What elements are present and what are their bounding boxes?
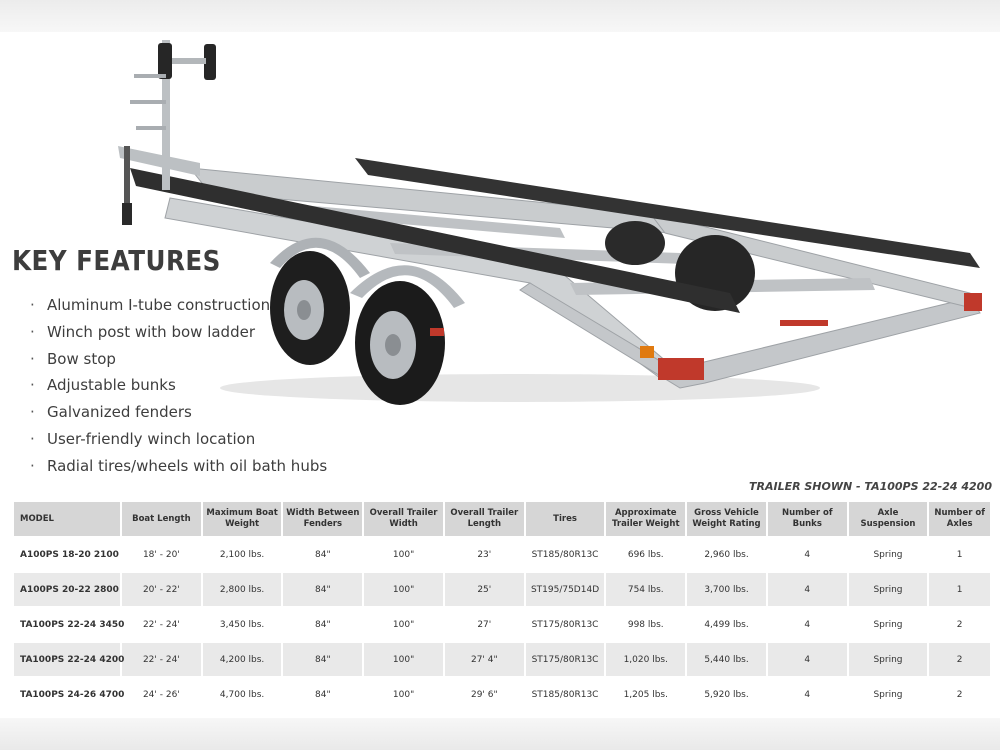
table-cell: 2 — [929, 678, 990, 711]
table-cell: 3,700 lbs. — [687, 573, 766, 606]
table-cell: 23' — [445, 538, 524, 571]
table-cell: 3,450 lbs. — [203, 608, 282, 641]
table-cell: 4 — [768, 538, 847, 571]
table-cell: 100" — [364, 573, 443, 606]
table-cell: 2 — [929, 608, 990, 641]
table-cell: 84" — [283, 538, 362, 571]
list-item — [30, 319, 327, 346]
list-item — [30, 372, 327, 399]
table-cell: TA100PS 22-24 4200 — [14, 643, 120, 676]
table-cell: 1 — [929, 573, 990, 606]
table-cell: ST185/80R13C — [526, 538, 605, 571]
table-cell: ST185/80R13C — [526, 678, 605, 711]
table-cell: A100PS 18-20 2100 — [14, 538, 120, 571]
table-cell: 1,205 lbs. — [606, 678, 685, 711]
table-cell: A100PS 20-22 2800 — [14, 573, 120, 606]
table-cell: 4 — [768, 573, 847, 606]
table-cell: 4,200 lbs. — [203, 643, 282, 676]
key-features-heading: KEY FEATURES — [12, 244, 221, 277]
feature-text: Adjustable bunks — [47, 376, 176, 395]
table-cell: Spring — [849, 643, 928, 676]
table-cell: TA100PS 24-26 4700 — [14, 678, 120, 711]
table-cell: ST175/80R13C — [526, 643, 605, 676]
feature-text: Galvanized fenders — [47, 403, 192, 422]
table-cell: 1 — [929, 538, 990, 571]
table-row — [14, 573, 990, 606]
table-cell: Spring — [849, 678, 928, 711]
table-cell: 1,020 lbs. — [606, 643, 685, 676]
column-header: Approximate Trailer Weight — [606, 502, 685, 536]
table-cell: 696 lbs. — [606, 538, 685, 571]
table-cell: 27' 4" — [445, 643, 524, 676]
table-header-row — [14, 502, 990, 536]
bullet-icon: · — [30, 296, 35, 314]
table-cell: Spring — [849, 538, 928, 571]
table-cell: 84" — [283, 643, 362, 676]
table-cell: 84" — [283, 608, 362, 641]
table-cell: 4 — [768, 678, 847, 711]
feature-text: Winch post with bow ladder — [47, 322, 255, 341]
bullet-icon: · — [30, 456, 35, 475]
bullet-icon: · — [30, 376, 35, 395]
feature-text: User-friendly winch location — [47, 429, 256, 448]
table-cell: ST175/80R13C — [526, 608, 605, 641]
table-cell: 20' - 22' — [122, 573, 201, 606]
bullet-icon: · — [30, 429, 35, 448]
table-cell: 4,499 lbs. — [687, 608, 766, 641]
table-cell: 22' - 24' — [122, 608, 201, 641]
table-cell: 2 — [929, 643, 990, 676]
table-cell: 25' — [445, 573, 524, 606]
table-cell: 2,960 lbs. — [687, 538, 766, 571]
specifications-table — [12, 500, 992, 713]
bottom-border — [0, 718, 1000, 750]
table-cell: 998 lbs. — [606, 608, 685, 641]
table-row — [14, 538, 990, 571]
feature-list — [30, 292, 327, 480]
list-item — [30, 426, 327, 453]
table-cell: 5,920 lbs. — [687, 678, 766, 711]
table-cell: 2,800 lbs. — [203, 573, 282, 606]
list-item — [30, 346, 327, 373]
table-cell: Spring — [849, 608, 928, 641]
list-item — [30, 453, 327, 480]
column-header: Maximum Boat Weight — [203, 502, 282, 536]
table-cell: 100" — [364, 538, 443, 571]
trailer-shown-caption: TRAILER SHOWN - TA100PS 22-24 4200 — [748, 480, 992, 493]
table-cell: 27' — [445, 608, 524, 641]
table-cell: 5,440 lbs. — [687, 643, 766, 676]
table-cell: 18' - 20' — [122, 538, 201, 571]
column-header: Width Between Fenders — [283, 502, 362, 536]
table-cell: 29' 6" — [445, 678, 524, 711]
table-row — [14, 608, 990, 641]
table-cell: 22' - 24' — [122, 643, 201, 676]
column-header: Number of Axles — [929, 502, 990, 536]
column-header: Tires — [526, 502, 605, 536]
column-header: Number of Bunks — [768, 502, 847, 536]
bullet-icon: · — [30, 322, 35, 341]
column-header: Overall Trailer Width — [364, 502, 443, 536]
table-cell: Spring — [849, 573, 928, 606]
column-header: Gross Vehicle Weight Rating — [687, 502, 766, 536]
table-row — [14, 643, 990, 676]
column-header: Boat Length — [122, 502, 201, 536]
table-cell: 84" — [283, 678, 362, 711]
table-cell: 24' - 26' — [122, 678, 201, 711]
bullet-icon: · — [30, 349, 35, 368]
feature-text: Aluminum I-tube construction — [47, 296, 271, 314]
column-header: Overall Trailer Length — [445, 502, 524, 536]
list-item — [30, 399, 327, 426]
table-row — [14, 678, 990, 711]
table-cell: 4 — [768, 643, 847, 676]
table-cell: 754 lbs. — [606, 573, 685, 606]
table-cell: 4,700 lbs. — [203, 678, 282, 711]
table-cell: 100" — [364, 608, 443, 641]
table-cell: 100" — [364, 643, 443, 676]
table-cell: TA100PS 22-24 3450 — [14, 608, 120, 641]
table-cell: ST195/75D14D — [526, 573, 605, 606]
feature-text: Bow stop — [47, 349, 116, 368]
bullet-icon: · — [30, 403, 35, 422]
list-item — [30, 292, 327, 319]
column-header: Axle Suspension — [849, 502, 928, 536]
feature-text: Radial tires/wheels with oil bath hubs — [47, 456, 328, 475]
table-cell: 4 — [768, 608, 847, 641]
table-cell: 84" — [283, 573, 362, 606]
table-cell: 100" — [364, 678, 443, 711]
column-header: MODEL — [14, 502, 120, 536]
table-cell: 2,100 lbs. — [203, 538, 282, 571]
